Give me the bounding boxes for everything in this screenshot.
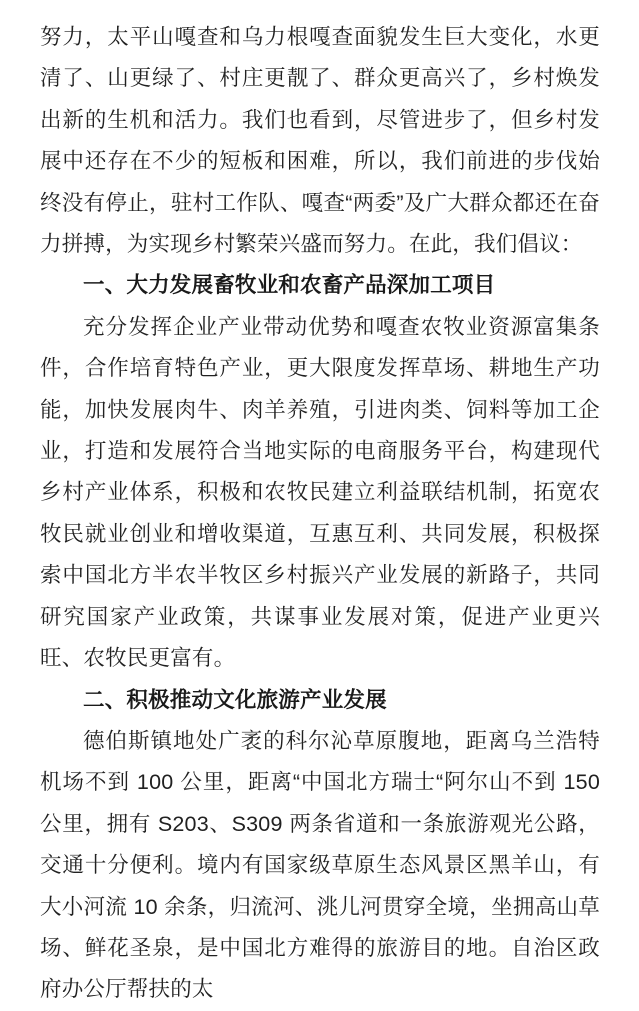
paragraph-continuation: 努力，太平山嘎查和乌力根嘎查面貌发生巨大变化，水更清了、山更绿了、村庄更靓了、群众更高兴了，乡村焕发出新的生机和活力。我们也看到，尽管进步了，但乡村发展中还存在不少的短板和困难，所以，我们前进的步伐始终没有停止，驻村工作队、嘎查“两委”及广大群众都还在奋力拼搏，为实现乡村繁荣兴盛而努力。在此，我们倡议： <box>40 25 600 257</box>
paragraph-section-2: 德伯斯镇地处广袤的科尔沁草原腹地，距离乌兰浩特机场不到 100 公里，距离“中国北方瑞士“阿尔山不到 150 公里，拥有 S203、S309 两条省道和一条旅游观光公路，交通十分便利。境内有国家级草原生态风景区黑羊山，有大小河流 10 余条，归流河、洮儿河贯穿全境，坐拥高山草场、鲜花圣泉，是中国北方难得的旅游目的地。自治区政府办公厅帮扶的太 <box>40 728 600 1002</box>
section-heading-2: 二、积极推动文化旅游产业发展 <box>83 687 387 712</box>
paragraph-section-1: 充分发挥企业产业带动优势和嘎查农牧业资源富集条件，合作培育特色产业，更大限度发挥草场、耕地生产功能，加快发展肉牛、肉羊养殖，引进肉类、饲料等加工企业，打造和发展符合当地实际的电商服务平台，构建现代乡村产业体系，积极和农牧民建立利益联结机制，拓宽农牧民就业创业和增收渠道，互惠互利、共同发展，积极探索中国北方半农半牧区乡村振兴产业发展的新路子，共同研究国家产业政策，共谋事业发展对策，促进产业更兴旺、农牧民更富有。 <box>40 314 600 671</box>
section-heading-1: 一、大力发展畜牧业和农畜产品深加工项目 <box>83 273 496 298</box>
